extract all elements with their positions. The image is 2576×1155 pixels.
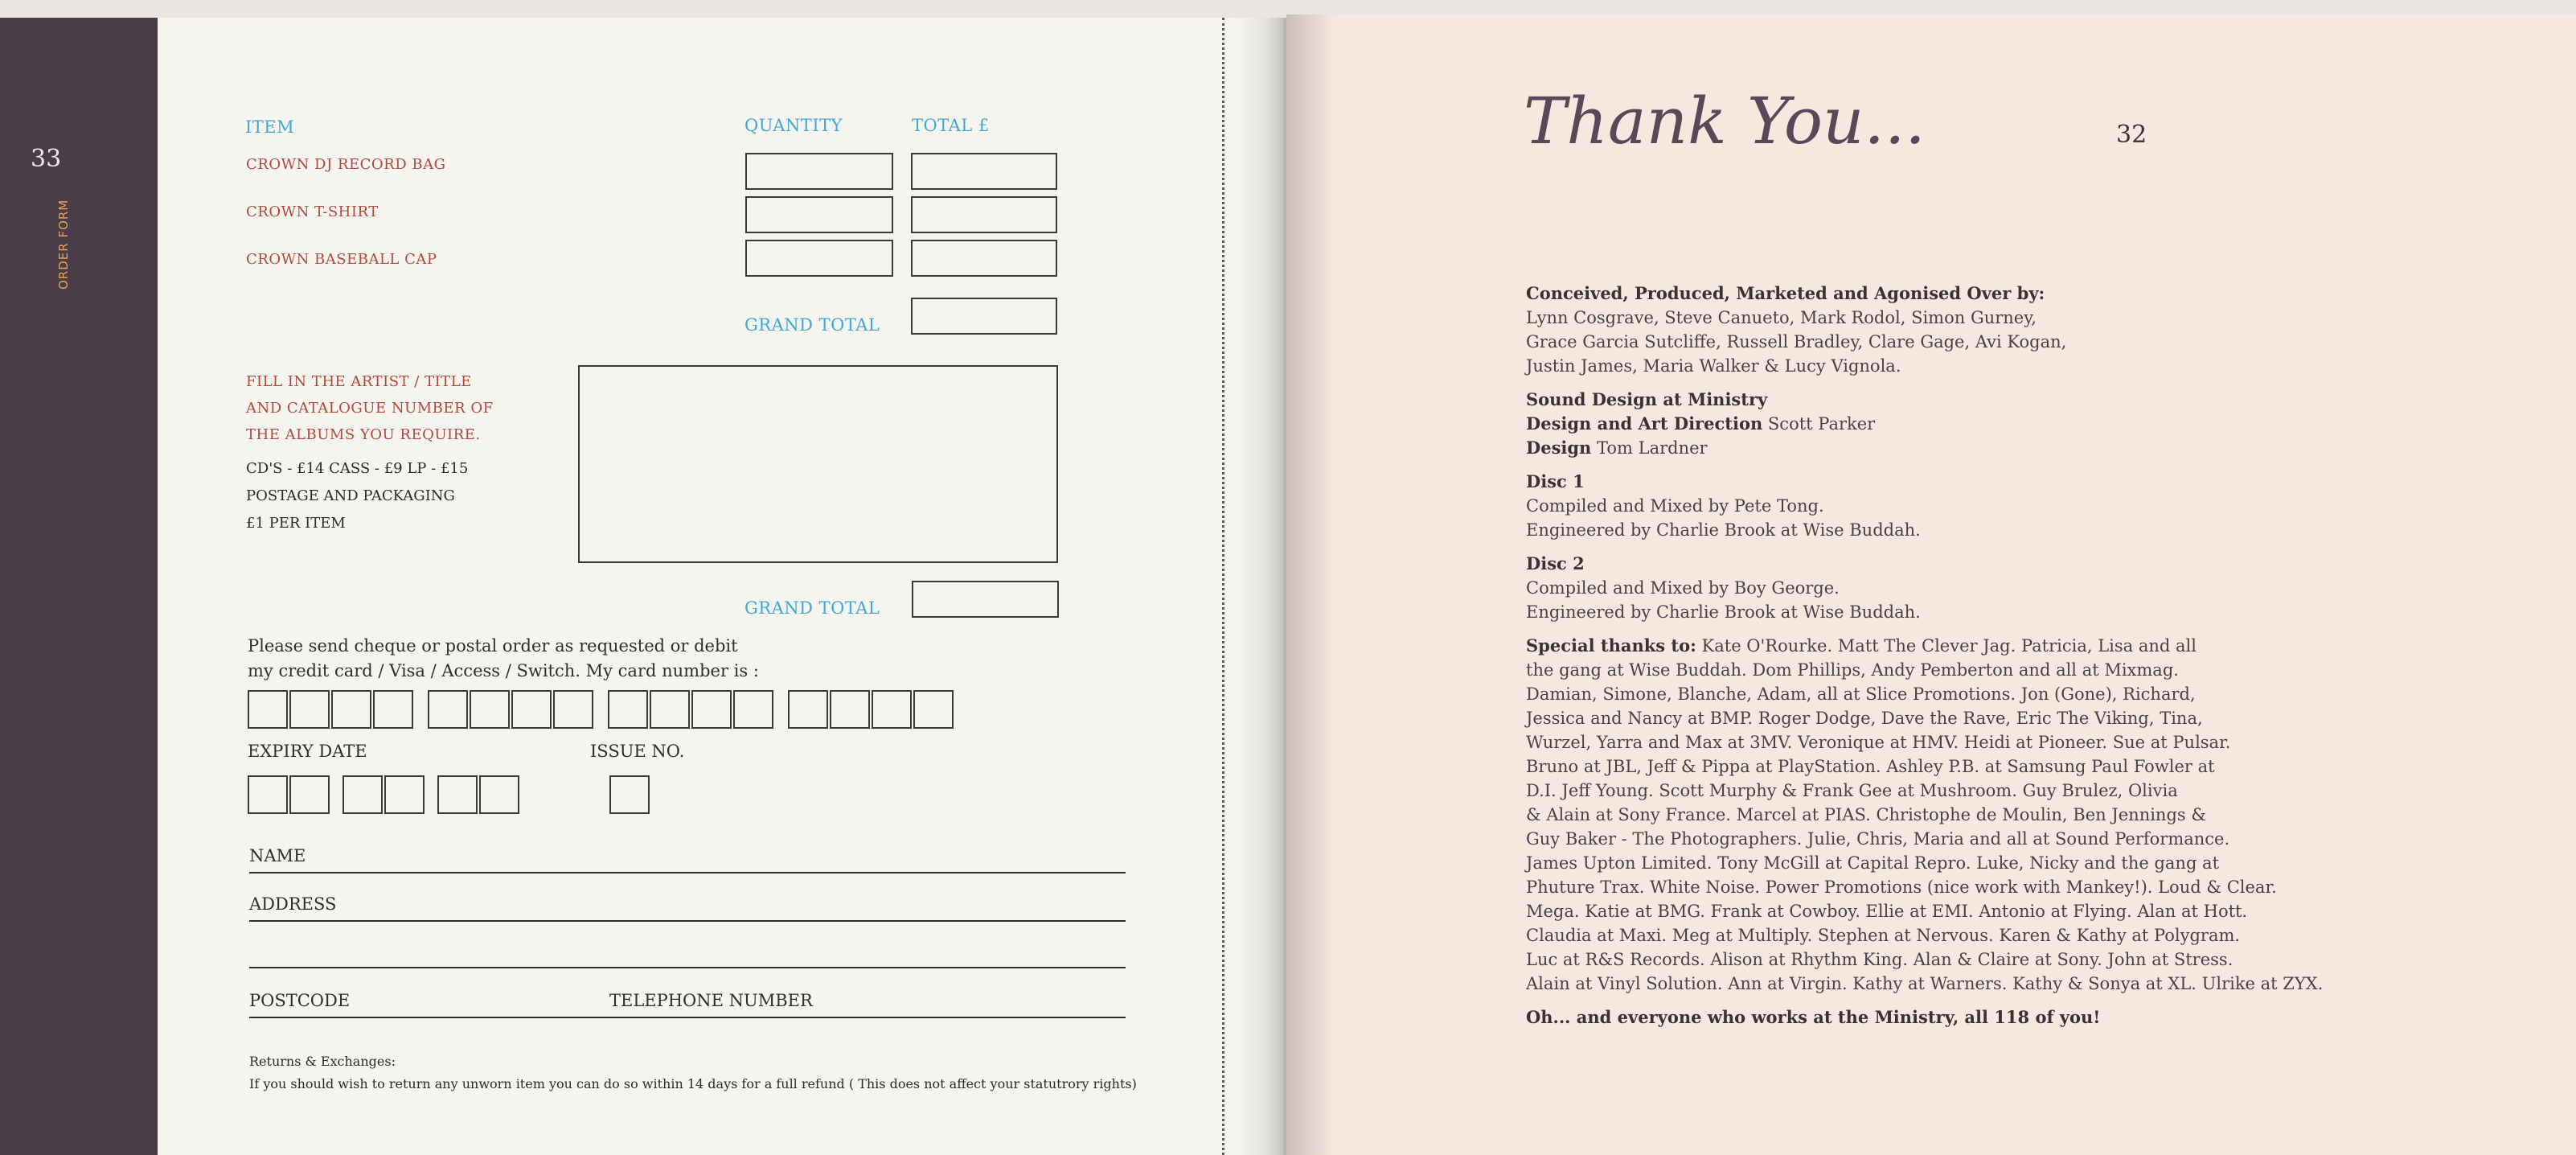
address-field-line-2[interactable] [249, 967, 1126, 968]
page-number: 32 [2116, 121, 2147, 149]
credits-section: Disc 2 Compiled and Mixed by Boy George. Engineered by Charlie Brook at Wise Buddah. [1526, 553, 1921, 622]
credits-section: Design Tom Lardner [1526, 438, 1708, 458]
total-field[interactable] [911, 153, 1057, 190]
telephone-label: TELEPHONE NUMBER [609, 991, 813, 1010]
album-instructions: FILL IN THE ARTIST / TITLE AND CATALOGUE NUMBER OF THE ALBUMS YOU REQUIRE. [246, 373, 494, 443]
credits-section: Disc 1 Compiled and Mixed by Pete Tong. Engineered by Charlie Brook at Wise Buddah. [1526, 471, 1921, 540]
expiry-digit-box[interactable] [384, 775, 425, 814]
card-digit-box[interactable] [608, 690, 648, 729]
card-digit-box[interactable] [788, 690, 828, 729]
postcode-telephone-field[interactable] [249, 1017, 1126, 1018]
item-row-label: CROWN T-SHIRT [246, 203, 379, 220]
card-digit-box[interactable] [913, 690, 954, 729]
returns-title: Returns & Exchanges: [249, 1054, 396, 1069]
expiry-digit-box[interactable] [479, 775, 519, 814]
item-row-label: CROWN DJ RECORD BAG [246, 156, 446, 173]
card-digit-box[interactable] [248, 690, 288, 729]
payment-instructions: Please send cheque or postal order as requested or debit my credit card / Visa / Access / Switch. My card number is : [248, 636, 759, 680]
expiry-label: EXPIRY DATE [248, 742, 367, 761]
card-digit-box[interactable] [872, 690, 912, 729]
order-form-page [0, 18, 1283, 1155]
expiry-digit-box[interactable] [289, 775, 330, 814]
expiry-digit-box[interactable] [248, 775, 288, 814]
credits-block [1526, 282, 2410, 1030]
card-digit-box[interactable] [733, 690, 773, 729]
card-digit-box[interactable] [830, 690, 870, 729]
quantity-field[interactable] [745, 240, 893, 277]
grand-total-label: GRAND TOTAL [744, 315, 880, 335]
issue-label: ISSUE NO. [590, 742, 685, 761]
name-field[interactable] [249, 872, 1126, 873]
side-label: ORDER FORM [56, 199, 71, 290]
card-digit-box[interactable] [289, 690, 330, 729]
card-digit-box[interactable] [650, 690, 690, 729]
credits-section: Conceived, Produced, Marketed and Agonised Over by: Lynn Cosgrave, Steve Canueto, Mark Rodol, Simon Gurney, Grace Garcia Sutcliffe, Russell Bradley, Clare Gage, Avi Kogan, Justin James, Maria Walker & Lucy Vignola. [1526, 283, 2067, 376]
grand-total-field[interactable] [911, 298, 1057, 335]
spine-shadow [1286, 14, 1335, 1155]
price-list: CD'S - £14 CASS - £9 LP - £15 POSTAGE AND PACKAGING £1 PER ITEM [246, 460, 469, 532]
card-digit-box[interactable] [553, 690, 593, 729]
card-digit-box[interactable] [428, 690, 468, 729]
credits-section: Special thanks to: Kate O'Rourke. Matt The Clever Jag. Patricia, Lisa and all the gang at Wise Buddah. Dom Phillips, Andy Pemberton and all at Mixmag. Damian, Simone, Blanche, Adam, all at Slice Promotions. Jon (Gone), Richard, Jessica and Nancy at BMP. Roger Dodge, Dave the Rave, Eric The Viking, Tina, Wurzel, Yarra and Max at 3MV. Veronique at HMV. Heidi at Pioneer. Sue at Pulsar. Bruno at JBL, Jeff & Pippa at PlayStation. Ashley P.B. at Samsung Paul Fowler at D.I. Jeff Young. Scott Murphy & Frank Gee at Mushroom. Guy Brulez, Olivia & Alain at Sony France. Marcel at PIAS. Christophe de Moulin, Ben Jennings & Guy Baker - The Photographers. Julie, Chris, Maria and all at Sound Performance. James Upton Limited. Tony McGill at Capital Repro. Luke, Nicky and the gang at Phuture Trax. White Noise. Power Promotions (nice work with Mankey!). Loud & Clear. Mega. Katie at BMG. Frank at Cowboy. Ellie at EMI. Antonio at Flying. Alan at Hott. Claudia at Maxi. Meg at Multiply. Stephen at Nervous. Karen & Kathy at Polygram. Luc at R&S Records. Alison at Rhythm King. Alan & Claire at Sony. John at Stress. Alain at Vinyl Solution. Ann at Virgin. Kathy at Warners. Kathy & Sonya at XL. Ulrike at ZYX. [1526, 635, 2324, 993]
card-digit-box[interactable] [331, 690, 371, 729]
issue-number-box[interactable] [609, 775, 650, 814]
postcode-label: POSTCODE [249, 991, 351, 1010]
card-digit-box[interactable] [691, 690, 732, 729]
total-header: TOTAL £ [912, 116, 990, 135]
quantity-field[interactable] [745, 196, 893, 233]
credits-section: Sound Design at Ministry [1526, 389, 1768, 409]
item-row-label: CROWN BASEBALL CAP [246, 251, 437, 268]
card-digit-box[interactable] [511, 690, 552, 729]
page-number: 33 [31, 145, 62, 173]
album-request-textarea[interactable] [578, 365, 1058, 563]
page-side-band [0, 18, 158, 1155]
page-title: Thank You... [1524, 84, 1926, 158]
credits-section: Design and Art Direction Scott Parker [1526, 413, 1876, 434]
returns-text: If you should wish to return any unworn item you can do so within 14 days for a full refund ( This does not affect your statutrory rights) [249, 1076, 1137, 1091]
credits-section: Oh... and everyone who works at the Ministry, all 118 of you! [1526, 1007, 2101, 1027]
item-header: ITEM [245, 117, 295, 137]
quantity-header: QUANTITY [744, 116, 843, 135]
address-label: ADDRESS [249, 894, 337, 914]
grand-total-field[interactable] [912, 581, 1059, 618]
total-field[interactable] [911, 196, 1057, 233]
name-label: NAME [249, 846, 306, 865]
expiry-digit-box[interactable] [343, 775, 383, 814]
card-digit-box[interactable] [373, 690, 413, 729]
grand-total-label: GRAND TOTAL [744, 598, 880, 618]
address-field[interactable] [249, 920, 1126, 922]
total-field[interactable] [911, 240, 1057, 277]
quantity-field[interactable] [745, 153, 893, 190]
perforation-line [1222, 18, 1224, 1155]
card-digit-box[interactable] [470, 690, 510, 729]
fold-shadow [1238, 18, 1286, 1155]
expiry-digit-box[interactable] [437, 775, 478, 814]
